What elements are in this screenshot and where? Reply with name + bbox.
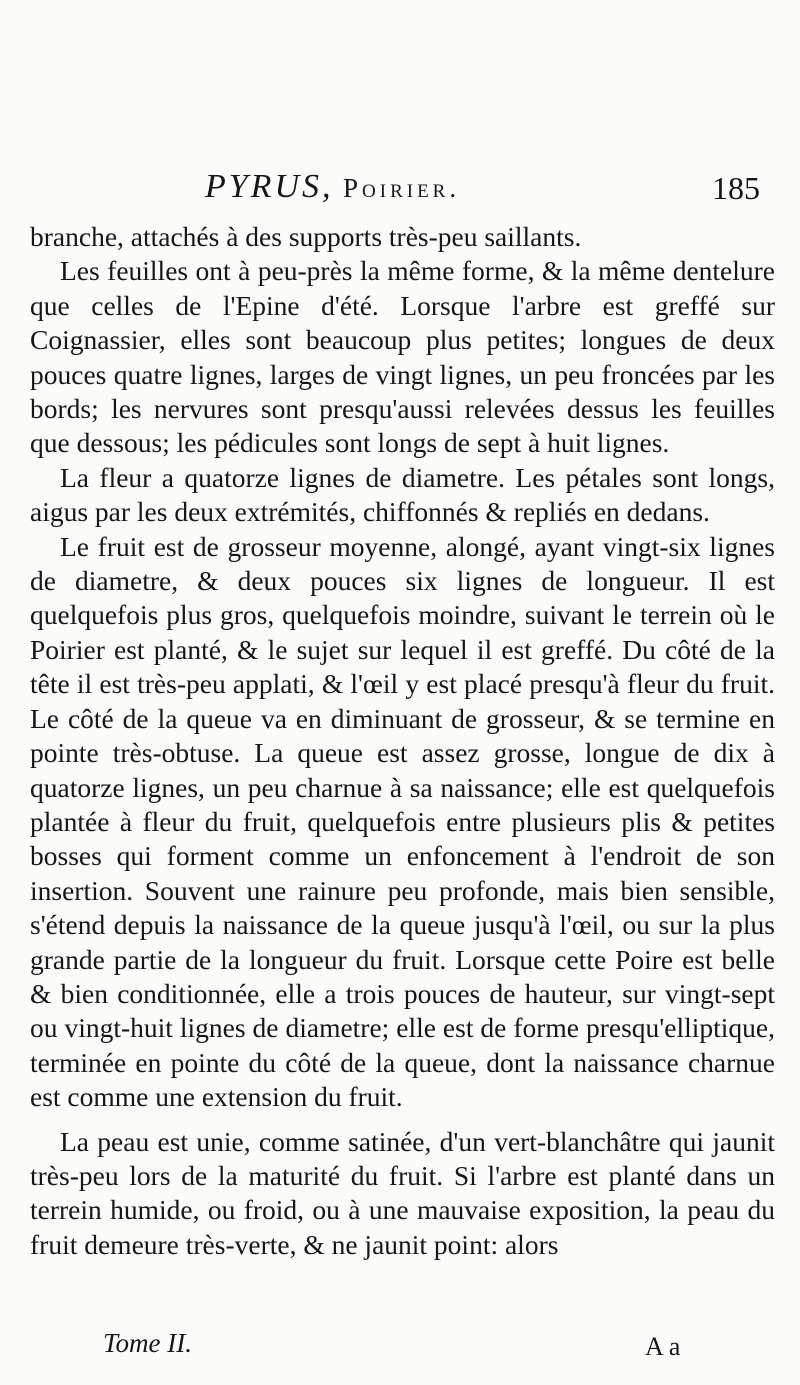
printer-signature: A a <box>645 1332 681 1361</box>
paragraph-skin: La peau est unie, comme satinée, d'un vert-blanchâtre qui jaunit très-peu lors de la maturité du fruit. Si l'arbre est planté dans un terrein humide, ou froid, ou à une mauvaise exposition, la peau du fruit demeure très-verte, & ne jaunit point: alors <box>30 1125 775 1260</box>
french-common-name: Poirier. <box>343 173 461 203</box>
running-title <box>205 168 460 206</box>
paragraph-continuation: branche, attachés à des supports très-peu saillants. <box>30 221 582 252</box>
paragraph-leaves: Les feuilles ont à peu-près la même forme, & la même dentelure que celles de l'Epine d'été. Lorsque l'arbre est greffé sur Coignassier, elles sont beaucoup plus petites; longues de deux pouces quatre lignes, larges de vingt lignes, un peu froncées par les bords; les nervures sont presqu'aussi relevées dessus les feuilles que dessous; les pédicules sont longs de sept à huit lignes. <box>30 255 775 459</box>
page-number: 185 <box>712 170 760 206</box>
page-footer <box>0 1328 800 1378</box>
volume-label: Tome II. <box>103 1328 193 1358</box>
body-text <box>30 220 775 1262</box>
running-header <box>0 168 800 218</box>
paragraph-flower: La fleur a quatorze lignes de diametre. Les pétales sont longs, aigus par les deux extrémités, chiffonnés & repliés en dedans. <box>30 461 775 528</box>
latin-genus-name: PYRUS, <box>205 168 334 205</box>
paragraph-fruit: Le fruit est de grosseur moyenne, alongé, ayant vingt-six lignes de diametre, & deux pouces six lignes de longueur. Il est quelquefois plus gros, quelquefois moindre, suivant le terrein où le Poirier est planté, & le sujet sur lequel il est greffé. Du côté de la tête il est très-peu applati, & l'œil y est placé presqu'à fleur du fruit. Le côté de la queue va en diminuant de grosseur, & se termine en pointe très-obtuse. La queue est assez grosse, longue de dix à quatorze lignes, un peu charnue à sa naissance; elle est quelquefois plantée à fleur du fruit, quelquefois entre plusieurs plis & petites bosses qui forment comme un enfoncement à l'endroit de son insertion. Souvent une rainure peu profonde, mais bien sensible, s'étend depuis la naissance de la queue jusqu'à l'œil, ou sur la plus grande partie de la longueur du fruit. Lorsque cette Poire est belle & bien conditionnée, elle a trois pouces de hauteur, sur vingt-sept ou vingt-huit lignes de diametre; elle est de forme presqu'elliptique, terminée en pointe du côté de la queue, dont la naissance charnue est comme une extension du fruit. <box>30 530 775 1113</box>
